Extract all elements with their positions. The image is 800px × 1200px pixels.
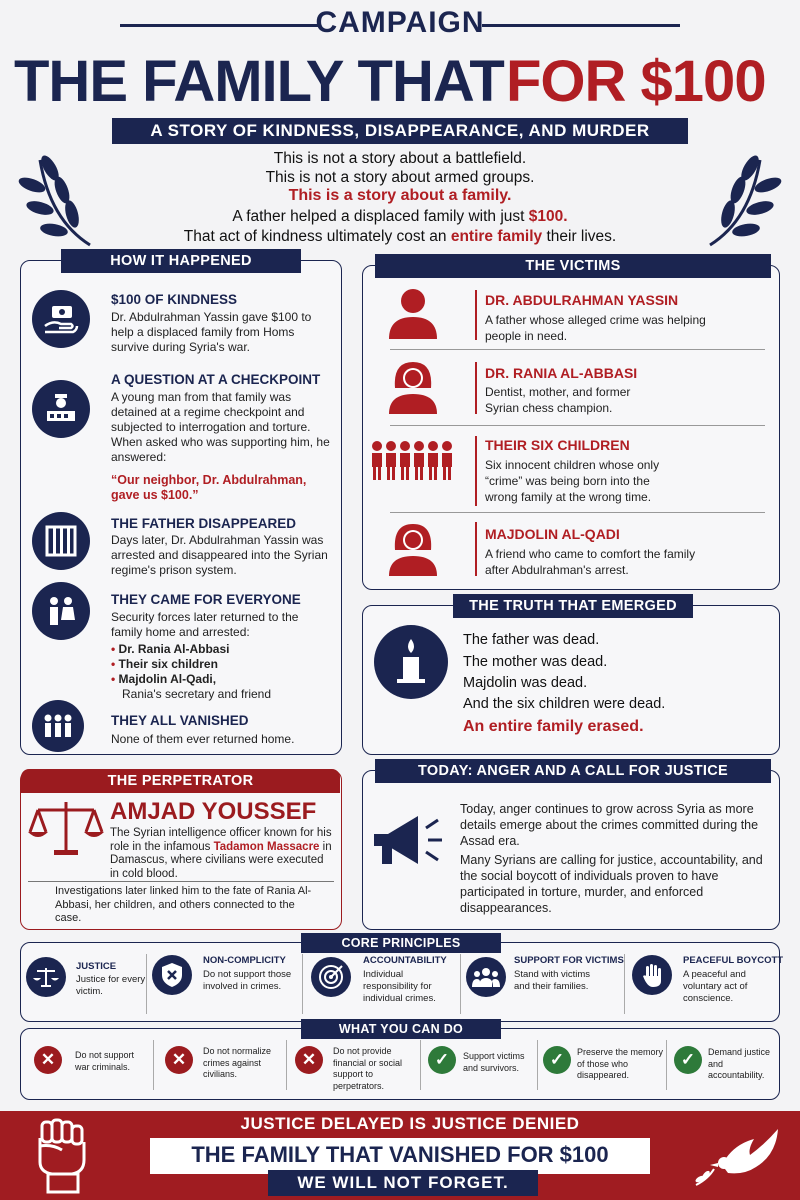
campaign-label: CAMPAIGN bbox=[315, 6, 485, 39]
step-4-bullet-2: • Their six children bbox=[111, 657, 218, 671]
principle-3-title: ACCOUNTABILITY bbox=[363, 955, 447, 966]
action-separator bbox=[537, 1040, 538, 1090]
step-3-text: Days later, Dr. Abdulrahman Yassin was arrested and disappeared into the Syrian regime's prison system. bbox=[111, 533, 328, 577]
title-left: THE FAMILY THAT bbox=[14, 49, 504, 114]
step-5-text: None of them ever returned home. bbox=[111, 732, 295, 746]
action-separator bbox=[666, 1040, 667, 1090]
action-5-text: Preserve the memory of those who disappeared. bbox=[577, 1047, 664, 1080]
principle-4-desc: Stand with victims and their families. bbox=[514, 969, 591, 992]
principle-separator bbox=[146, 954, 147, 1014]
intro-line-5: That act of kindness ultimately cost an entire family their lives. bbox=[183, 228, 617, 245]
megaphone-icon bbox=[370, 808, 446, 878]
perpetrator-text-2: Investigations later linked him to the fate of Rania Al-Abbasi, her children, and others connected to the case. bbox=[55, 885, 312, 924]
intro-line-3: This is a story about a family. bbox=[288, 187, 512, 204]
step-4-bullet-3: • Majdolin Al-Qadi, bbox=[111, 672, 217, 686]
victim-separator bbox=[390, 425, 765, 426]
dove-icon bbox=[692, 1125, 782, 1189]
intro-line-2: This is not a story about armed groups. bbox=[265, 169, 535, 186]
panel-title: WHAT YOU CAN DO bbox=[301, 1019, 501, 1039]
principle-4-title: SUPPORT FOR VICTIMS bbox=[514, 955, 624, 966]
vanished-people-icon bbox=[32, 700, 84, 752]
group-icon bbox=[466, 957, 506, 997]
step-4-title: THEY CAME FOR EVERYONE bbox=[111, 592, 301, 607]
title-right: FOR $100 bbox=[506, 49, 766, 114]
step-2-title: A QUESTION AT A CHECKPOINT bbox=[111, 372, 321, 387]
principle-2-desc: Do not support those involved in crimes. bbox=[203, 969, 292, 992]
intro-line-4: A father helped a displaced family with just $100. bbox=[232, 208, 568, 225]
victim-2-desc: Dentist, mother, and former Syrian chess champion. bbox=[485, 385, 631, 415]
victim-1-desc: A father whose alleged crime was helping people in need. bbox=[485, 313, 706, 343]
victim-accent-line bbox=[475, 436, 477, 506]
person-icon bbox=[385, 285, 441, 341]
victim-4-name: MAJDOLIN AL-QADI bbox=[485, 526, 620, 542]
step-1-title: $100 OF KINDNESS bbox=[111, 292, 238, 307]
shield-x-icon bbox=[152, 955, 192, 995]
action-6-text: Demand justice and accountability. bbox=[708, 1047, 771, 1080]
checkpoint-guard-icon bbox=[32, 380, 90, 438]
family-icon bbox=[32, 582, 90, 640]
scales-icon bbox=[26, 957, 66, 997]
fist-icon bbox=[18, 1116, 108, 1196]
victim-4-desc: A friend who came to comfort the family after Abdulrahman's arrest. bbox=[485, 547, 696, 577]
panel-title: THE PERPETRATOR bbox=[21, 769, 340, 793]
victim-separator bbox=[390, 512, 765, 513]
principle-1-title: JUSTICE bbox=[76, 961, 117, 972]
subtitle-bar: A STORY OF KINDNESS, DISAPPEARANCE, AND MURDER bbox=[112, 118, 688, 144]
footer-line-2: THE FAMILY THAT VANISHED FOR $100 bbox=[191, 1142, 609, 1167]
raised-hand-icon bbox=[632, 955, 672, 995]
six-children-icon bbox=[370, 440, 454, 482]
x-icon: ✕ bbox=[295, 1046, 323, 1074]
panel-title: THE TRUTH THAT EMERGED bbox=[453, 594, 693, 618]
victim-3-desc: Six innocent children whose only “crime” was being born into the wrong family at the wrong time. bbox=[485, 458, 660, 504]
step-4-bullet-3-sub: Rania's secretary and friend bbox=[122, 687, 272, 701]
candle-icon bbox=[374, 625, 448, 699]
check-icon: ✓ bbox=[674, 1046, 702, 1074]
footer-line-1: JUSTICE DELAYED IS JUSTICE DENIED bbox=[240, 1114, 580, 1133]
principle-separator bbox=[460, 954, 461, 1014]
action-4-text: Support victims and survivors. bbox=[463, 1051, 525, 1073]
panel-title: CORE PRINCIPLES bbox=[301, 933, 501, 953]
footer-line-3: WE WILL NOT FORGET. bbox=[297, 1173, 509, 1192]
victim-accent-line bbox=[475, 522, 477, 576]
step-3-title: THE FATHER DISAPPEARED bbox=[111, 516, 297, 531]
truth-line-4: And the six children were dead. bbox=[463, 696, 666, 712]
principle-3-desc: Individual responsibility for individual crimes. bbox=[363, 969, 436, 1004]
principle-separator bbox=[624, 954, 625, 1014]
truth-line-2: The mother was dead. bbox=[463, 654, 608, 670]
victim-3-name: THEIR SIX CHILDREN bbox=[485, 437, 630, 453]
principle-1-desc: Justice for every victim. bbox=[76, 974, 146, 997]
today-paragraph-1: Today, anger continues to grow across Syria as more details emerge about the crimes committed during the Assad era. bbox=[460, 802, 759, 848]
principle-5-desc: A peaceful and voluntary act of conscience. bbox=[683, 969, 748, 1004]
action-separator bbox=[153, 1040, 154, 1090]
woman-icon bbox=[385, 358, 441, 416]
victim-accent-line bbox=[475, 362, 477, 414]
action-2-text: Do not normalize crimes against civilians. bbox=[203, 1046, 272, 1079]
x-icon: ✕ bbox=[34, 1046, 62, 1074]
today-paragraph-2: Many Syrians are calling for justice, accountability, and the social boycott of individuals proven to have participated in torture, murder, and enforced disappearances. bbox=[460, 853, 763, 915]
panel-title: HOW IT HAPPENED bbox=[61, 249, 301, 273]
perpetrator-divider bbox=[28, 881, 334, 882]
intro-line-1: This is not a story about a battlefield. bbox=[273, 150, 527, 167]
step-1-text: Dr. Abdulrahman Yassin gave $100 to help a displaced family from Homs survive during Syria's war. bbox=[111, 310, 312, 354]
step-5-title: THEY ALL VANISHED bbox=[111, 713, 249, 728]
check-icon: ✓ bbox=[428, 1046, 456, 1074]
step-4-bullet-1: • Dr. Rania Al-Abbasi bbox=[111, 642, 230, 656]
victim-separator bbox=[390, 349, 765, 350]
perpetrator-name: AMJAD YOUSSEF bbox=[110, 798, 317, 825]
truth-line-3: Majdolin was dead. bbox=[463, 675, 588, 691]
truth-line-1: The father was dead. bbox=[463, 632, 600, 648]
principle-5-title: PEACEFUL BOYCOTT bbox=[683, 955, 784, 966]
check-icon: ✓ bbox=[543, 1046, 571, 1074]
victim-2-name: DR. RANIA AL-ABBASI bbox=[485, 365, 638, 381]
action-1-text: Do not support war criminals. bbox=[75, 1050, 135, 1072]
perpetrator-text: The Syrian intelligence officer known for his role in the infamous Tadamon Massacre in Damascus, where civilians were executed in cold blood. bbox=[110, 827, 332, 880]
scales-icon bbox=[28, 798, 104, 858]
step-4-text: Security forces later returned to the family home and arrested: bbox=[111, 610, 299, 639]
principle-2-title: NON-COMPLICITY bbox=[203, 955, 286, 966]
woman-icon bbox=[385, 520, 441, 578]
panel-title: THE VICTIMS bbox=[375, 254, 771, 278]
principle-separator bbox=[302, 954, 303, 1014]
victim-1-name: DR. ABDULRAHMAN YASSIN bbox=[485, 292, 679, 308]
x-icon: ✕ bbox=[165, 1046, 193, 1074]
truth-line-5: An entire family erased. bbox=[463, 718, 644, 735]
victim-accent-line bbox=[475, 290, 477, 340]
panel-title: TODAY: ANGER AND A CALL FOR JUSTICE bbox=[375, 759, 771, 783]
step-2-quote: “Our neighbor, Dr. Abdulrahman, gave us $100.” bbox=[111, 473, 307, 502]
money-hand-icon bbox=[32, 290, 90, 348]
action-separator bbox=[286, 1040, 287, 1090]
action-separator bbox=[420, 1040, 421, 1090]
action-3-text: Do not provide financial or social support to perpetrators. bbox=[333, 1046, 403, 1091]
step-2-text: A young man from that family was detained at a regime checkpoint and subjected to interrogation and torture. When asked who was supporting him, he answered: bbox=[111, 390, 330, 464]
target-icon bbox=[311, 957, 351, 997]
prison-bars-icon bbox=[32, 512, 90, 570]
